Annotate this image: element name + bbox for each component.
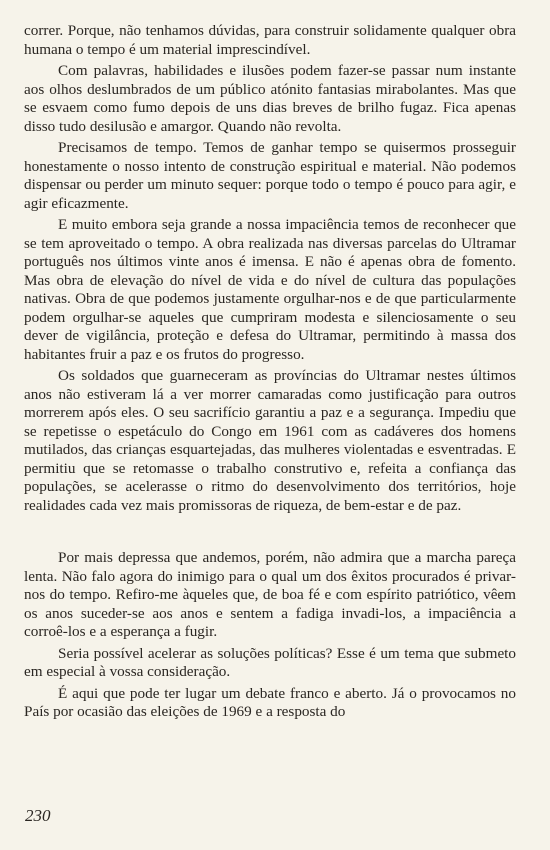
section-break: [24, 515, 516, 549]
paragraph: Precisamos de tempo. Temos de ganhar tempo se quisermos prosseguir honestamente o nosso intento de construção espiritual e material. Não podemos dispensar ou perder um minuto sequer: porque todo o tempo é pouco para agir, e agir eficazmente.: [24, 139, 516, 212]
paragraph: Por mais depressa que andemos, porém, não admira que a marcha pareça lenta. Não falo agora do inimigo para o qual um dos êxitos procurados é privar-nos do tempo. Refiro-me àqueles que, de boa fé e com espírito patriótico, vêem os anos suceder-se aos anos e sentem a fadiga invadi-los, a impaciência a corroê-los e a esperança a fugir.: [24, 549, 516, 640]
page-number: 230: [25, 806, 51, 825]
paragraph: E muito embora seja grande a nossa impaciência temos de reconhecer que se tem aproveitado o tempo. A obra realizada nas diversas parcelas do Ultramar português nos últimos vinte anos é imensa. E não é apenas obra de fomento. Mas obra de elevação do nível de vida e do nível de cultura das populações nativas. Obra de que podemos justamente orgulhar-nos e de que particularmente podem orgulhar-se aqueles que cumpriram modesta e silenciosamente o seu dever de vigilância, proteção e defesa do Ultramar, permitindo à massa dos habitantes fruir a paz e os frutos do progresso.: [24, 216, 516, 363]
paragraph: Com palavras, habilidades e ilusões podem fazer-se passar num instante aos olhos deslumbrados de um público atónito fantasias mirabolantes. Mas que se esvaem como fumo depois de uns dias breves de brilho fugaz. Fica apenas disso tudo desilusão e amargor. Quando não revolta.: [24, 62, 516, 135]
section-one: [24, 22, 516, 515]
section-two: [24, 549, 516, 722]
paragraph: correr. Porque, não tenhamos dúvidas, para construir solidamente qualquer obra humana o tempo é um material imprescindível.: [24, 22, 516, 58]
paragraph: Seria possível acelerar as soluções políticas? Esse é um tema que submeto em especial à vossa consideração.: [24, 644, 516, 680]
page-body: [24, 22, 516, 722]
paragraph: É aqui que pode ter lugar um debate franco e aberto. Já o provocamos no País por ocasião das eleições de 1969 e a resposta do: [24, 684, 516, 720]
paragraph: Os soldados que guarneceram as províncias do Ultramar nestes últimos anos não estiveram lá a ver morrer camaradas como justificação para outros morrerem após eles. O seu sacrifício garantiu a paz e a segurança. Impediu que se repetisse o espetáculo do Congo em 1961 com as cadáveres dos homens mutilados, das crianças esquartejadas, das mulheres violentadas e esventradas. E permitiu que se retomasse o trabalho construtivo e, refeita a confiança das populações, se acelerasse o ritmo do desenvolvimento dos territórios, hoje realidades cada vez mais promissoras de riqueza, de bem-estar e de paz.: [24, 367, 516, 514]
